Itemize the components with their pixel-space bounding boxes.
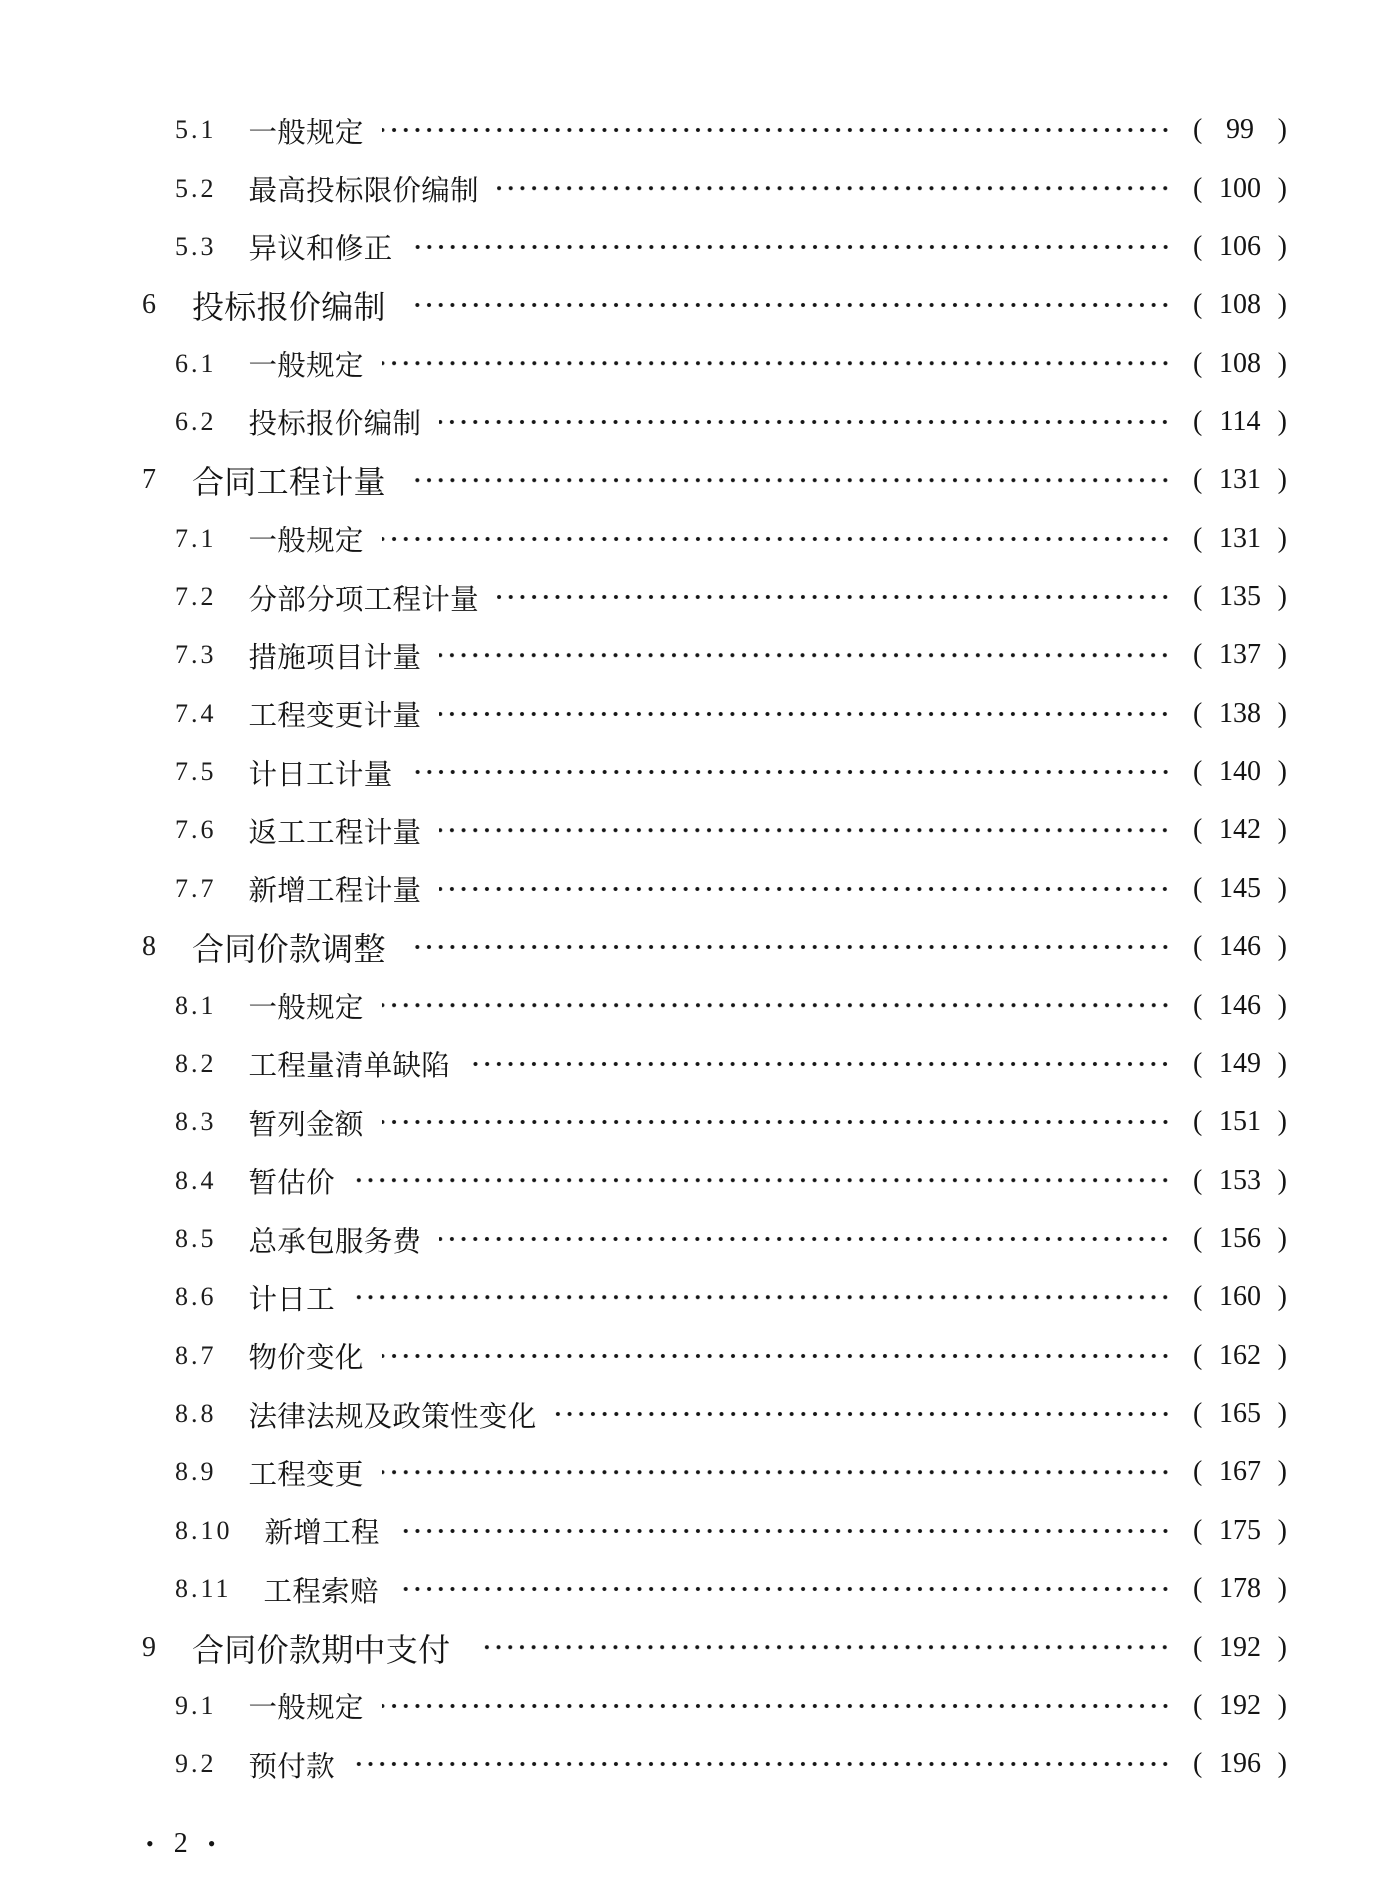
toc-section-entry bbox=[142, 626, 1287, 684]
entry-page-number: 192 bbox=[1219, 1689, 1261, 1721]
entry-number: 5.1 bbox=[175, 115, 217, 145]
toc-section-entry bbox=[142, 1151, 1287, 1209]
entry-number: 7.4 bbox=[175, 698, 217, 728]
page-close-paren: ) bbox=[1277, 1456, 1287, 1488]
footer-bullet-left: • bbox=[146, 1831, 154, 1856]
page-close-paren: ) bbox=[1277, 1398, 1287, 1430]
toc-section-entry bbox=[142, 1735, 1287, 1793]
entry-title: 法律法规及政策性变化 bbox=[248, 1399, 537, 1433]
entry-page-ref bbox=[1193, 1106, 1287, 1138]
entry-title: 措施项目计量 bbox=[248, 640, 422, 674]
dot-leader bbox=[439, 685, 1171, 743]
toc-section-entry bbox=[142, 101, 1287, 159]
entry-page-ref bbox=[1193, 114, 1287, 146]
page-open-paren: ( bbox=[1193, 872, 1203, 904]
table-of-contents bbox=[142, 101, 1287, 1793]
entry-page-number: 106 bbox=[1219, 230, 1261, 262]
entry-title: 合同价款调整 bbox=[192, 930, 386, 969]
page-close-paren: ) bbox=[1277, 1339, 1287, 1371]
entry-number: 6.1 bbox=[175, 348, 217, 378]
footer-page-number: 2 bbox=[173, 1828, 188, 1859]
toc-section-entry bbox=[142, 1210, 1287, 1268]
entry-title: 暂估价 bbox=[248, 1166, 335, 1200]
entry-page-ref bbox=[1193, 1165, 1287, 1197]
entry-page-ref bbox=[1193, 1690, 1287, 1722]
entry-page-number: 131 bbox=[1219, 522, 1261, 554]
page-close-paren: ) bbox=[1277, 1514, 1287, 1546]
entry-page-ref bbox=[1193, 931, 1287, 963]
page-open-paren: ( bbox=[1193, 639, 1203, 671]
entry-page-ref bbox=[1193, 581, 1287, 613]
entry-number: 8.4 bbox=[175, 1165, 217, 1195]
toc-section-entry bbox=[142, 1560, 1287, 1618]
entry-number: 8.2 bbox=[175, 1048, 217, 1078]
page-open-paren: ( bbox=[1193, 1573, 1203, 1605]
page-close-paren: ) bbox=[1277, 1047, 1287, 1079]
entry-title: 新增工程 bbox=[264, 1516, 380, 1550]
page-close-paren: ) bbox=[1277, 172, 1287, 204]
entry-title: 工程变更计量 bbox=[248, 699, 422, 733]
entry-title: 合同价款期中支付 bbox=[192, 1630, 451, 1669]
page-close-paren: ) bbox=[1277, 1748, 1287, 1780]
page-open-paren: ( bbox=[1193, 1456, 1203, 1488]
entry-title: 投标报价编制 bbox=[192, 288, 386, 327]
page-close-paren: ) bbox=[1277, 931, 1287, 963]
toc-section-entry bbox=[142, 1677, 1287, 1735]
page-close-paren: ) bbox=[1277, 639, 1287, 671]
page-close-paren: ) bbox=[1277, 1106, 1287, 1138]
toc-section-entry bbox=[142, 568, 1287, 626]
entry-page-number: 99 bbox=[1226, 114, 1254, 146]
page-open-paren: ( bbox=[1193, 1631, 1203, 1663]
dot-leader bbox=[414, 276, 1171, 334]
entry-number: 9.2 bbox=[175, 1749, 217, 1779]
entry-number: 6.2 bbox=[175, 406, 217, 436]
entry-page-number: 135 bbox=[1219, 581, 1261, 613]
entry-page-number: 108 bbox=[1219, 289, 1261, 321]
dot-leader bbox=[353, 1151, 1171, 1209]
page-close-paren: ) bbox=[1277, 1631, 1287, 1663]
toc-section-entry bbox=[142, 1443, 1287, 1501]
toc-section-entry bbox=[142, 976, 1287, 1034]
entry-title: 总承包服务费 bbox=[248, 1224, 422, 1258]
toc-chapter-entry bbox=[142, 918, 1287, 976]
dot-leader bbox=[353, 1735, 1171, 1793]
dot-leader bbox=[382, 1677, 1171, 1735]
entry-page-ref bbox=[1193, 1398, 1287, 1430]
entry-title: 物价变化 bbox=[248, 1341, 364, 1375]
dot-leader bbox=[439, 393, 1171, 451]
entry-page-number: 156 bbox=[1219, 1223, 1261, 1254]
page-open-paren: ( bbox=[1193, 989, 1203, 1021]
entry-number: 8.3 bbox=[175, 1107, 217, 1137]
toc-section-entry bbox=[142, 1385, 1287, 1443]
entry-page-ref bbox=[1193, 231, 1287, 263]
page-open-paren: ( bbox=[1193, 756, 1203, 788]
entry-title: 预付款 bbox=[248, 1749, 335, 1783]
entry-page-number: 192 bbox=[1219, 1631, 1261, 1663]
dot-leader bbox=[411, 218, 1171, 276]
entry-number: 7.2 bbox=[175, 582, 217, 612]
entry-number: 8.6 bbox=[175, 1282, 217, 1312]
entry-page-ref bbox=[1193, 756, 1287, 788]
entry-page-number: 146 bbox=[1219, 989, 1261, 1021]
entry-page-ref bbox=[1193, 406, 1287, 438]
entry-number: 5.3 bbox=[175, 231, 217, 261]
entry-page-number: 162 bbox=[1219, 1339, 1261, 1371]
dot-leader bbox=[478, 1618, 1171, 1676]
page-close-paren: ) bbox=[1277, 756, 1287, 788]
page-open-paren: ( bbox=[1193, 230, 1203, 262]
toc-chapter-entry bbox=[142, 1618, 1287, 1676]
entry-title: 投标报价编制 bbox=[248, 407, 422, 441]
entry-title: 工程索赔 bbox=[263, 1574, 379, 1608]
entry-page-ref bbox=[1193, 1515, 1287, 1547]
entry-number: 8.7 bbox=[175, 1340, 217, 1370]
dot-leader bbox=[397, 1560, 1171, 1618]
entry-number: 8.10 bbox=[175, 1515, 233, 1545]
entry-page-ref bbox=[1193, 523, 1287, 555]
dot-leader bbox=[439, 860, 1171, 918]
page-close-paren: ) bbox=[1277, 1223, 1287, 1254]
dot-leader bbox=[414, 451, 1171, 509]
page-close-paren: ) bbox=[1277, 1573, 1287, 1605]
page-open-paren: ( bbox=[1193, 1689, 1203, 1721]
page-close-paren: ) bbox=[1277, 989, 1287, 1021]
dot-leader bbox=[382, 1443, 1171, 1501]
toc-section-entry bbox=[142, 218, 1287, 276]
page-close-paren: ) bbox=[1277, 289, 1287, 321]
page-close-paren: ) bbox=[1277, 1689, 1287, 1721]
toc-section-entry bbox=[142, 159, 1287, 217]
page-close-paren: ) bbox=[1277, 1164, 1287, 1196]
entry-title: 暂列金额 bbox=[248, 1107, 364, 1141]
entry-page-ref bbox=[1193, 1223, 1287, 1255]
toc-section-entry bbox=[142, 1093, 1287, 1151]
toc-section-entry bbox=[142, 860, 1287, 918]
dot-leader bbox=[497, 568, 1171, 626]
dot-leader bbox=[382, 510, 1171, 568]
entry-number: 8 bbox=[142, 931, 156, 963]
dot-leader bbox=[439, 626, 1171, 684]
entry-page-ref bbox=[1193, 464, 1287, 496]
entry-number: 8.9 bbox=[175, 1457, 217, 1487]
entry-number: 8.11 bbox=[175, 1574, 232, 1604]
toc-section-entry bbox=[142, 1268, 1287, 1326]
entry-title: 工程量清单缺陷 bbox=[248, 1049, 451, 1083]
entry-page-number: 146 bbox=[1219, 931, 1261, 963]
page-open-paren: ( bbox=[1193, 1281, 1203, 1313]
entry-title: 一般规定 bbox=[248, 1691, 364, 1725]
page-footer bbox=[146, 1826, 215, 1862]
page-open-paren: ( bbox=[1193, 347, 1203, 379]
entry-title: 一般规定 bbox=[248, 524, 364, 558]
entry-page-ref bbox=[1193, 873, 1287, 905]
entry-page-ref bbox=[1193, 814, 1287, 846]
page-close-paren: ) bbox=[1277, 464, 1287, 496]
entry-title: 工程变更 bbox=[248, 1457, 364, 1491]
entry-number: 8.8 bbox=[175, 1399, 217, 1429]
entry-page-ref bbox=[1193, 639, 1287, 671]
entry-page-ref bbox=[1193, 1748, 1287, 1780]
page-open-paren: ( bbox=[1193, 172, 1203, 204]
entry-number: 6 bbox=[142, 289, 156, 321]
dot-leader bbox=[497, 159, 1171, 217]
footer-bullet-right: • bbox=[207, 1831, 216, 1856]
toc-section-entry bbox=[142, 685, 1287, 743]
entry-page-ref bbox=[1193, 1340, 1287, 1372]
entry-page-ref bbox=[1193, 289, 1287, 321]
entry-number: 7.5 bbox=[175, 757, 217, 787]
page-open-paren: ( bbox=[1193, 405, 1203, 437]
page-open-paren: ( bbox=[1193, 114, 1203, 146]
dot-leader bbox=[382, 1327, 1171, 1385]
entry-page-number: 153 bbox=[1219, 1164, 1261, 1196]
entry-page-number: 149 bbox=[1219, 1047, 1261, 1079]
entry-number: 8.5 bbox=[175, 1224, 217, 1253]
entry-title: 计日工 bbox=[248, 1282, 335, 1316]
page-close-paren: ) bbox=[1277, 230, 1287, 262]
entry-title: 返工工程计量 bbox=[248, 815, 422, 849]
page-open-paren: ( bbox=[1193, 1164, 1203, 1196]
entry-title: 合同工程计量 bbox=[192, 463, 386, 502]
page-open-paren: ( bbox=[1193, 1514, 1203, 1546]
page-open-paren: ( bbox=[1193, 1748, 1203, 1780]
page-close-paren: ) bbox=[1277, 347, 1287, 379]
entry-page-number: 138 bbox=[1219, 697, 1261, 729]
dot-leader bbox=[439, 1210, 1171, 1268]
entry-title: 分部分项工程计量 bbox=[248, 582, 479, 616]
toc-section-entry bbox=[142, 393, 1287, 451]
entry-title: 异议和修正 bbox=[248, 232, 393, 266]
toc-chapter-entry bbox=[142, 451, 1287, 509]
toc-section-entry bbox=[142, 743, 1287, 801]
toc-section-entry bbox=[142, 510, 1287, 568]
page-open-paren: ( bbox=[1193, 581, 1203, 613]
toc-section-entry bbox=[142, 1502, 1287, 1560]
entry-page-number: 167 bbox=[1219, 1456, 1261, 1488]
page-close-paren: ) bbox=[1277, 814, 1287, 846]
page-open-paren: ( bbox=[1193, 522, 1203, 554]
entry-page-ref bbox=[1193, 1456, 1287, 1488]
page-open-paren: ( bbox=[1193, 289, 1203, 321]
entry-page-ref bbox=[1193, 173, 1287, 205]
entry-page-ref bbox=[1193, 1048, 1287, 1080]
page-open-paren: ( bbox=[1193, 1047, 1203, 1079]
dot-leader bbox=[468, 1035, 1171, 1093]
dot-leader bbox=[353, 1268, 1171, 1326]
entry-page-number: 165 bbox=[1219, 1398, 1261, 1430]
entry-page-number: 114 bbox=[1219, 405, 1261, 437]
page-close-paren: ) bbox=[1277, 405, 1287, 437]
entry-number: 7.1 bbox=[175, 523, 217, 553]
dot-leader bbox=[382, 334, 1171, 392]
entry-title: 一般规定 bbox=[248, 991, 364, 1025]
page-open-paren: ( bbox=[1193, 1106, 1203, 1138]
dot-leader bbox=[414, 918, 1171, 976]
page-close-paren: ) bbox=[1277, 581, 1287, 613]
toc-chapter-entry bbox=[142, 276, 1287, 334]
entry-page-number: 140 bbox=[1219, 756, 1261, 788]
entry-page-number: 100 bbox=[1219, 172, 1261, 204]
entry-page-ref bbox=[1193, 348, 1287, 380]
toc-section-entry bbox=[142, 1327, 1287, 1385]
entry-title: 计日工计量 bbox=[248, 757, 393, 791]
toc-section-entry bbox=[142, 334, 1287, 392]
entry-page-number: 108 bbox=[1219, 347, 1261, 379]
page-close-paren: ) bbox=[1277, 522, 1287, 554]
page-open-paren: ( bbox=[1193, 697, 1203, 729]
page-close-paren: ) bbox=[1277, 872, 1287, 904]
dot-leader bbox=[439, 801, 1171, 859]
entry-number: 9.1 bbox=[175, 1690, 217, 1720]
dot-leader bbox=[382, 976, 1171, 1034]
entry-title: 最高投标限价编制 bbox=[248, 174, 479, 208]
entry-title: 一般规定 bbox=[248, 115, 364, 149]
entry-number: 7 bbox=[142, 464, 156, 496]
entry-page-number: 175 bbox=[1219, 1514, 1261, 1546]
entry-title: 新增工程计量 bbox=[248, 874, 422, 908]
page-open-paren: ( bbox=[1193, 814, 1203, 846]
dot-leader bbox=[398, 1502, 1171, 1560]
entry-title: 一般规定 bbox=[248, 349, 364, 383]
entry-number: 5.2 bbox=[175, 173, 217, 203]
page-close-paren: ) bbox=[1277, 1281, 1287, 1313]
page-open-paren: ( bbox=[1193, 931, 1203, 963]
entry-page-number: 196 bbox=[1219, 1748, 1261, 1780]
dot-leader bbox=[555, 1385, 1171, 1443]
entry-number: 8.1 bbox=[175, 990, 217, 1020]
entry-page-number: 178 bbox=[1219, 1573, 1261, 1605]
entry-page-number: 137 bbox=[1219, 639, 1261, 671]
entry-number: 7.7 bbox=[175, 873, 217, 903]
toc-section-entry bbox=[142, 801, 1287, 859]
page-open-paren: ( bbox=[1193, 1398, 1203, 1430]
entry-page-number: 145 bbox=[1219, 872, 1261, 904]
dot-leader bbox=[382, 101, 1171, 159]
entry-page-ref bbox=[1193, 990, 1287, 1022]
entry-number: 7.6 bbox=[175, 815, 217, 845]
dot-leader bbox=[411, 743, 1171, 801]
page-close-paren: ) bbox=[1277, 697, 1287, 729]
dot-leader bbox=[382, 1093, 1171, 1151]
entry-page-ref bbox=[1193, 1632, 1287, 1664]
entry-page-number: 160 bbox=[1219, 1281, 1261, 1313]
entry-page-number: 142 bbox=[1219, 814, 1261, 846]
page-close-paren: ) bbox=[1277, 114, 1287, 146]
entry-page-ref bbox=[1193, 698, 1287, 730]
page-open-paren: ( bbox=[1193, 1339, 1203, 1371]
entry-number: 7.3 bbox=[175, 640, 217, 670]
entry-page-number: 131 bbox=[1219, 464, 1261, 496]
entry-number: 9 bbox=[142, 1631, 156, 1663]
entry-page-ref bbox=[1193, 1573, 1287, 1605]
entry-page-number: 151 bbox=[1219, 1106, 1261, 1138]
entry-page-ref bbox=[1193, 1281, 1287, 1313]
page-open-paren: ( bbox=[1193, 464, 1203, 496]
page-open-paren: ( bbox=[1193, 1223, 1203, 1254]
toc-section-entry bbox=[142, 1035, 1287, 1093]
